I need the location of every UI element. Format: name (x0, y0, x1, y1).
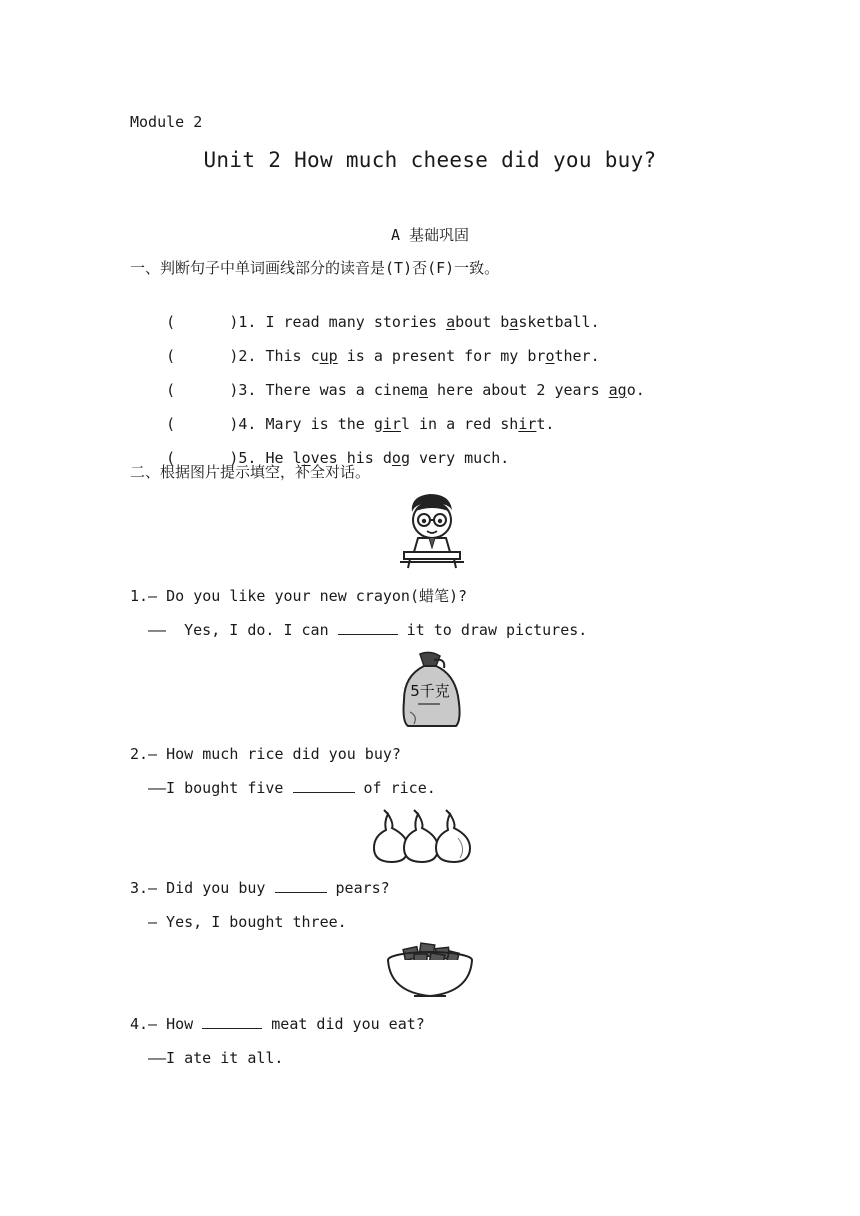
fill-blank[interactable] (293, 778, 355, 793)
answer-2 (148, 778, 436, 798)
meat-bowl-illustration (384, 940, 476, 1002)
text: —— Yes, I do. I can (148, 621, 338, 639)
underlined-text: o (301, 449, 311, 467)
rice-bag-illustration (394, 650, 466, 730)
text: This c (265, 347, 320, 365)
question-1: 1.— Do you like your new crayon(蜡笔)? (130, 587, 468, 605)
text: There was a cinem (265, 381, 419, 399)
question-4 (130, 1014, 425, 1034)
text: pears? (326, 879, 390, 897)
item-number: 2. (238, 347, 257, 365)
part2-title: 二、根据图片提示填空，补全对话。 (130, 463, 371, 481)
underlined-text: ag (608, 381, 627, 399)
answer-4: ——I ate it all. (148, 1049, 284, 1067)
item-number: 1. (238, 313, 257, 331)
text: sketball. (518, 313, 600, 331)
text: Mary is the g (265, 415, 383, 433)
text: meat did you eat? (262, 1015, 425, 1033)
item-number: 4. (238, 415, 257, 433)
answer-paren[interactable]: ( ) (166, 313, 239, 331)
text: 3.— Did you buy (130, 879, 275, 897)
question-2: 2.— How much rice did you buy? (130, 745, 401, 763)
answer-paren[interactable]: ( ) (166, 347, 239, 365)
part1-title: 一、判断句子中单词画线部分的读音是(T)否(F)一致。 (130, 259, 500, 277)
text: o. (626, 381, 645, 399)
text: t. (536, 415, 555, 433)
section-a-title: A 基础巩固 (390, 226, 470, 244)
text: it to draw pictures. (397, 621, 588, 639)
fill-blank[interactable] (338, 620, 398, 635)
item-number: 5. (238, 449, 257, 467)
text: is a present for my br (337, 347, 546, 365)
text: of rice. (354, 779, 436, 797)
answer-1 (148, 620, 587, 640)
underlined-text: ir (518, 415, 537, 433)
text: He l (265, 449, 302, 467)
text: bout b (455, 313, 510, 331)
text: I read many stories (265, 313, 447, 331)
page-title: Unit 2 How much cheese did you buy? (203, 148, 657, 172)
bag-weight-label: 5千克 (410, 682, 450, 700)
pears-illustration (370, 808, 490, 866)
underlined-text: a (446, 313, 456, 331)
underlined-text: o (391, 449, 401, 467)
fill-blank[interactable] (275, 878, 327, 893)
underlined-text: o (545, 347, 555, 365)
underlined-text: a (419, 381, 429, 399)
answer-paren[interactable]: ( ) (166, 415, 239, 433)
answer-paren[interactable]: ( ) (166, 449, 239, 467)
text: l in a red sh (400, 415, 519, 433)
module-label: Module 2 (130, 113, 203, 131)
answer-paren[interactable]: ( ) (166, 381, 239, 399)
fill-blank[interactable] (202, 1014, 262, 1029)
item-number: 3. (238, 381, 257, 399)
text: 4.— How (130, 1015, 203, 1033)
text: ther. (554, 347, 600, 365)
underlined-text: a (509, 313, 519, 331)
text: g very much. (400, 449, 510, 467)
answer-3: — Yes, I bought three. (148, 913, 347, 931)
question-3 (130, 878, 390, 898)
text: ——I bought five (148, 779, 293, 797)
text: here about 2 years (428, 381, 609, 399)
underlined-text: ir (382, 415, 401, 433)
underlined-text: up (319, 347, 338, 365)
boy-drawing-illustration (396, 490, 468, 570)
text: ves his d (310, 449, 392, 467)
